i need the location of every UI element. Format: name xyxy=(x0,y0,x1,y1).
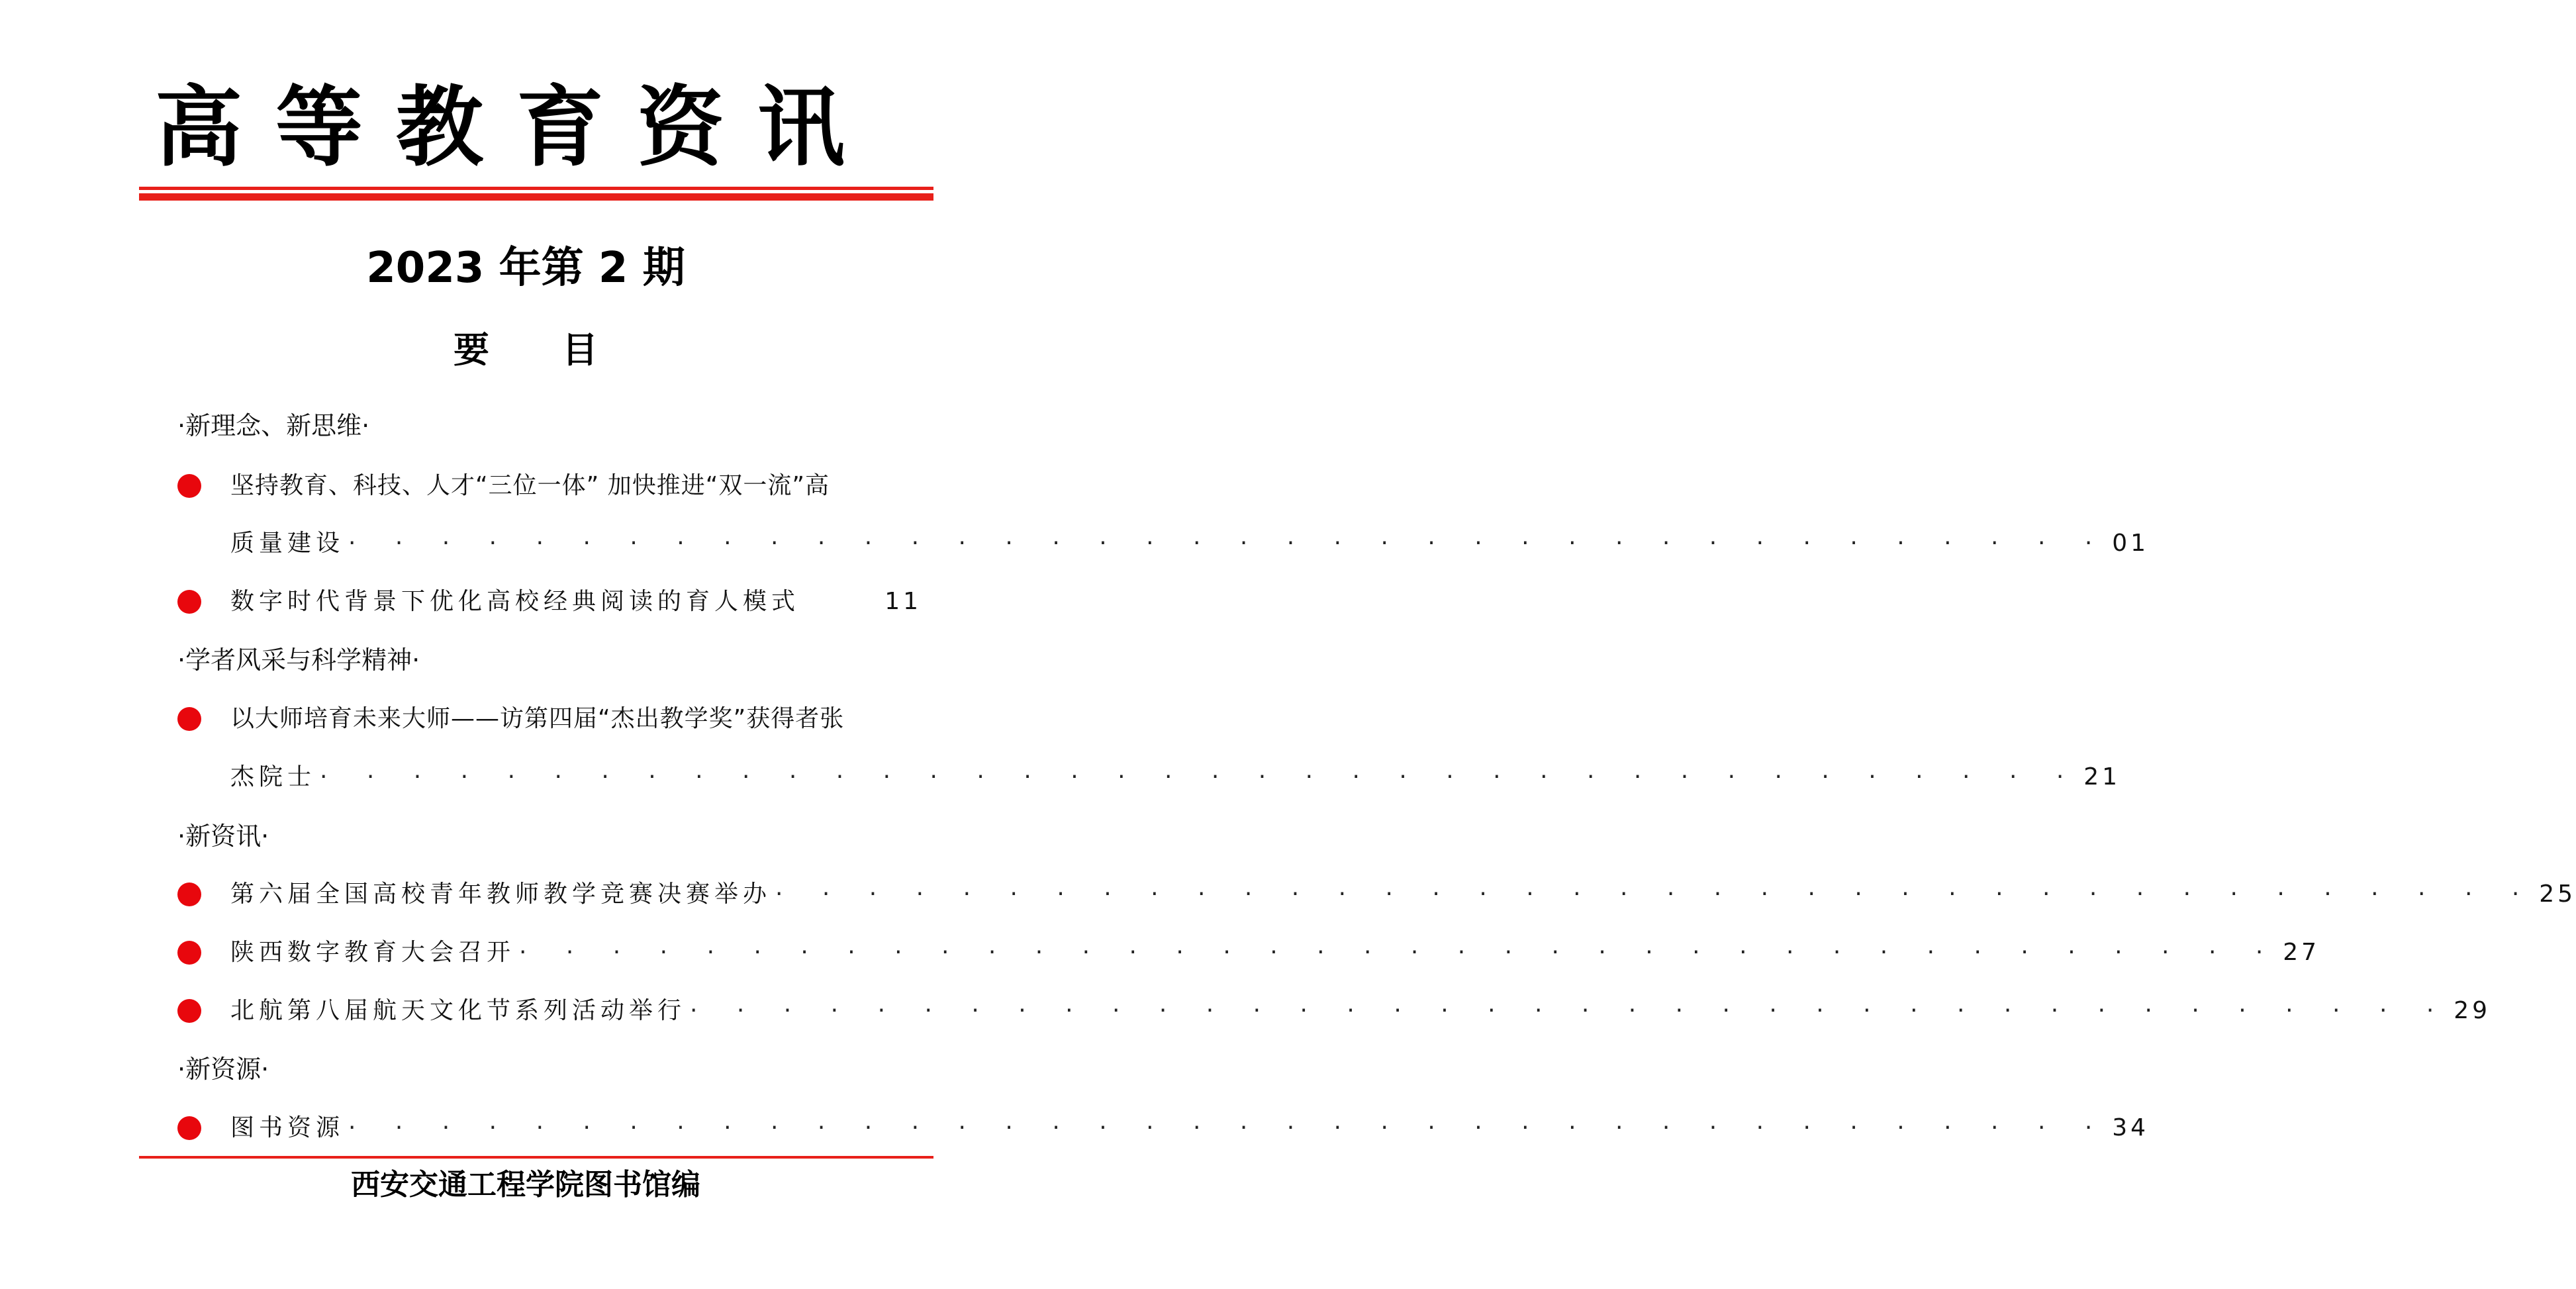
toc-page-number: 21 xyxy=(2083,763,2121,790)
toc-entry-line[interactable] xyxy=(230,936,2320,969)
masthead-rule-thin xyxy=(139,187,933,190)
issue-number: 2023 年第 2 期 xyxy=(366,244,685,293)
masthead-char: 讯 xyxy=(757,77,845,179)
dot-leader: · · · · · · · · · · · · · · · · · · · · · · · · · · · · · · · · · · · · · · xyxy=(320,763,2080,790)
dot-leader: · · · · · · · · · · · · · · · · · · · · · · · · · · · · · · · · · · · · · · xyxy=(519,939,2279,966)
toc-page-number: 27 xyxy=(2283,939,2320,966)
toc-entry-title: 以大师培育未来大师——访第四届“杰出教学奖”获得者张 xyxy=(230,705,845,732)
toc-entry-title: 图书资源 xyxy=(230,1114,345,1141)
toc-entry-title: 数字时代背景下优化高校经典阅读的育人模式 xyxy=(230,588,800,615)
toc-entry-line[interactable] xyxy=(230,585,922,618)
publisher-credit: 西安交通工程学院图书馆编 xyxy=(351,1168,700,1202)
toc-page-number: 25 xyxy=(2539,881,2576,908)
toc-entry-title: 北航第八届航天文化节系列活动举行 xyxy=(230,997,687,1024)
toc-entry-line[interactable] xyxy=(230,994,2491,1027)
dot-leader: · · · · · · · · · · · · · · · · · · · · · · · · · · · · · · · · · · · · · · xyxy=(348,1114,2109,1141)
toc-page-number: 11 xyxy=(884,588,922,615)
section-heading: ·新资源· xyxy=(177,1055,269,1084)
bullet-dot-icon xyxy=(177,883,201,906)
toc-page-number: 29 xyxy=(2454,997,2491,1024)
contents-title-left: 要 xyxy=(453,328,489,371)
contents-title xyxy=(0,323,1051,376)
masthead-rule-thick xyxy=(139,193,933,201)
toc-entry-line[interactable] xyxy=(230,1112,2150,1145)
bullet-dot-icon xyxy=(177,590,201,614)
toc-entry-line[interactable] xyxy=(230,761,2121,794)
dot-leader: · · · · · · · · · · · · · · · · · · · · · · · · · · · · · · · · · · · · · · xyxy=(690,997,2450,1024)
toc-entry-line[interactable] xyxy=(230,527,2150,560)
toc-entry-title: 陕西数字教育大会召开 xyxy=(230,939,516,966)
dot-leader: · · · · · · · · · · · · · · · · · · · · · · · · · · · · · · · · · · · · · · xyxy=(775,881,2536,908)
toc-entry-line[interactable] xyxy=(230,702,922,736)
section-heading: ·新资讯· xyxy=(177,822,269,851)
masthead-char: 等 xyxy=(275,77,363,179)
masthead-char: 高 xyxy=(155,77,242,179)
masthead-char: 教 xyxy=(396,77,483,179)
toc-page-number: 34 xyxy=(2112,1114,2150,1141)
masthead-char: 资 xyxy=(637,77,724,179)
toc-entry-title: 第六届全国高校青年教师教学竞赛决赛举办 xyxy=(230,881,772,908)
bullet-dot-icon xyxy=(177,707,201,731)
toc-entry-title: 坚持教育、科技、人才“三位一体” 加快推进“双一流”高 xyxy=(230,472,830,499)
section-heading: ·学者风采与科学精神· xyxy=(177,645,420,675)
toc-page-number: 01 xyxy=(2112,530,2150,557)
section-heading: ·新理念、新思维· xyxy=(177,411,370,440)
bullet-dot-icon xyxy=(177,999,201,1023)
masthead-char: 育 xyxy=(516,77,604,179)
toc-entry-line[interactable] xyxy=(230,878,2576,911)
bullet-dot-icon xyxy=(177,1116,201,1140)
footer-rule xyxy=(139,1156,933,1159)
dot-leader: · · · · · · · · · · · · · · · · · · · · · · · · · · · · · · · · · · · · · · xyxy=(348,530,2109,557)
contents-title-right: 目 xyxy=(562,328,598,371)
toc-entry-title: 杰院士 xyxy=(230,763,316,790)
toc-entry-title: 质量建设 xyxy=(230,530,345,557)
bullet-dot-icon xyxy=(177,941,201,965)
journal-masthead xyxy=(139,78,933,177)
toc-entry-line[interactable] xyxy=(230,469,922,502)
bullet-dot-icon xyxy=(177,474,201,498)
